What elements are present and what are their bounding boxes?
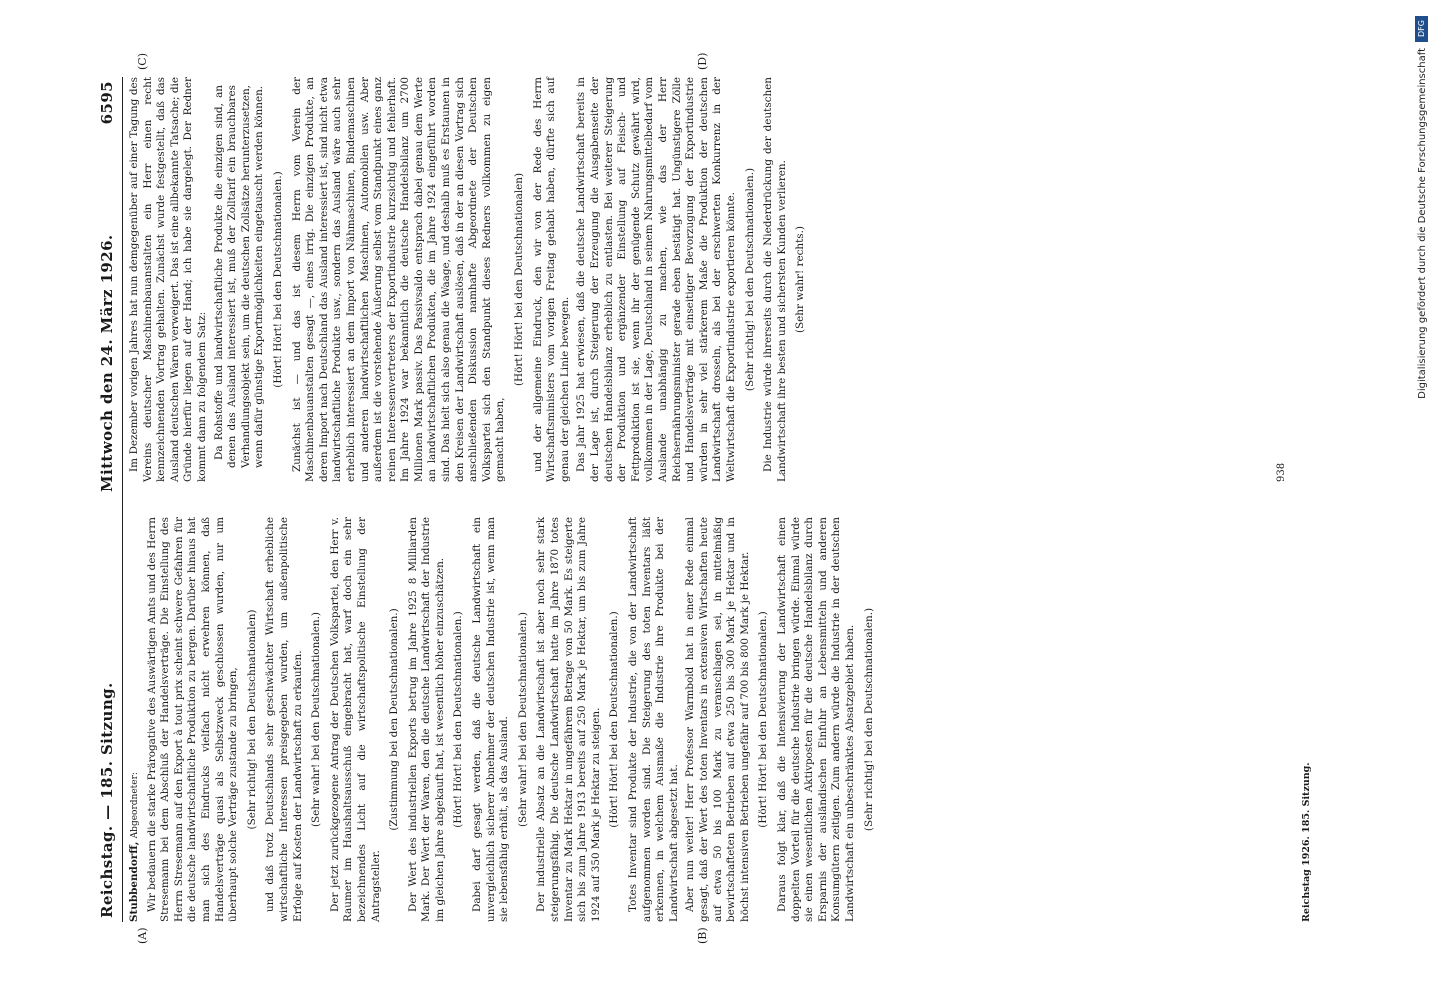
interjection: (Sehr wahr! rechts.) [794, 226, 807, 334]
interjection: (Hört! Hört! bei den Deutschnationalen.) [271, 171, 284, 388]
left-column [128, 517, 881, 922]
header-date: Mittwoch den 24. März 1926. [98, 234, 116, 492]
paragraph: und daß trotz Deutschlands sehr geschwächter Wirtschaft erhebliche wirtschaftliche Interessen preisgegeben wurden, um außenpolitische Erfolge auf Kosten der Landwirtschaft zu erkaufen. [264, 517, 304, 922]
interjection: (Sehr wahr! bei den Deutschnationalen.) [516, 612, 529, 827]
paragraph: Der jetzt zurückgezogene Antrag der Deutschen Volkspartei, den Herr v. Raumer im Haushaltsausschuß eingebracht hat, warf doch ein sehr bezeichnendes Licht auf die wirtschaftspolitische Einstellung der Antragsteller. [328, 517, 382, 922]
paragraph: Im Dezember vorigen Jahres hat nun demgegenüber auf einer Tagung des Vereins deutscher Maschinenbauanstalten ein Herr einen recht kennzeichnenden Vortrag gehalten. Zunächst wurde festgestellt, daß das Ausland deutschen Waren verweigert. Das ist eine allbekannte Tatsache; die Gründe hierfür liegen auf der Hand; ich habe sie dargelegt. Der Redner kommt dann zu folgendem Satz: [128, 77, 208, 482]
page-header [96, 77, 123, 922]
margin-marker-d: (D) [696, 52, 709, 70]
page-number: 6595 [98, 81, 116, 125]
paragraph: Zunächst ist — und das ist diesem Herrn vom Verein der Maschinenbauanstalten gesagt —, eines irrig. Die einzigen Produkte, an deren Import nach Deutschland das Ausland interessiert ist, sind nicht etwa landwirtschaftliche Produkte usw., sondern das Ausland wäre auch sehr erheblich interessiert an dem Import von Nähmaschinen, Bindemaschinen und anderen landwirtschaftlichen Maschinen, Automobilen usw. Aber außerdem ist die vorstehende Äußerung selbst vom Standpunkt eines ganz reinen Interessenvertreters der Exportindustrie kurzsichtig und fehlerhaft. Im Jahre 1924 war bekanntlich die deutsche Handelsbilanz um 2700 Millionen Mark passiv. Das Passivsaldo entsprach dabei genau dem Werte an landwirtschaftlichen Produkten, die im Jahre 1924 eingeführt worden sind. Das hielt sich also genau die Waage, und deshalb muß es Erstaunen in den Kreisen der Landwirtschaft auslösen, daß in der an diesen Vortrag sich anschließenden Diskussion namhafte Abgeordnete der Deutschen Volkspartei sich den Standpunkt dieses Redners vollkommen zu eigen gemacht haben, [290, 77, 507, 482]
interjection: (Zustimmung bei den Deutschnationalen.) [388, 608, 401, 831]
paragraph: Der Wert des industriellen Exports betrug im Jahre 1925 8 Milliarden Mark. Der Wert der Waren, den die deutsche Landwirtschaft der Industrie im gleichen Jahre abgekauft hat, ist wesentlich höher einzuschätzen. [406, 517, 446, 922]
interjection: (Sehr richtig! bei den Deutschnationalen.) [743, 167, 756, 392]
page-content [96, 52, 1326, 944]
interjection: (Hört! Hört! bei den Deutschnationalen.) [608, 611, 621, 828]
margin-marker-b: (B) [696, 927, 709, 944]
paragraph: Daraus folgt klar, daß die Intensivierung der Landwirtschaft einen doppelten Vorteil für die deutsche Industrie bringen würde. Einmal würde sie einen wesentlichen Aktivposten für die deutsche Handelsbilanz durch Ersparnis der ausländischen Einfuhr an Lebensmitteln und anderen Konsumgütern zeitigen. Zum andern würde die Industrie in der deutschen Landwirtschaft ein unbeschränktes Absatzgebiet haben. [775, 517, 856, 922]
interjection: (Sehr richtig! bei den Deutschnationalen.) [862, 607, 875, 832]
dfg-logo: DFG [1415, 16, 1428, 42]
page-footer: Reichstag 1926. 185. Sitzung. [1301, 762, 1312, 922]
footer-number: 938 [1276, 462, 1287, 482]
speaker-line [128, 517, 143, 922]
paragraph: Totes Inventar sind Produkte der Industrie, die von der Landwirtschaft aufgenommen worden sind. Die Steigerung des toten Inventars läßt erkennen, in welchem Ausmaße die Industrie ihre Produkte bei der Landwirtschaft abgesetzt hat. [627, 517, 680, 922]
paragraph: Dabei darf gesagt werden, daß die deutsche Landwirtschaft ein unvergleichlich sicherer Abnehmer der deutschen Industrie ist, wenn man sie lebensfähig erhält, als das Ausland. [471, 517, 511, 922]
speaker-role: Abgeordneter: [130, 772, 140, 839]
interjection: (Hört! Hört! bei den Deutschnationalen.) [452, 611, 465, 828]
interjection: (Sehr wahr! bei den Deutschnationalen.) [310, 612, 323, 827]
paragraph: und der allgemeine Eindruck, den wir von der Rede des Herrn Wirtschaftsministers vom vorigen Freitag gehabt haben, dürfte sich auf genau der gleichen Linie bewegen. [531, 77, 571, 482]
interjection: (Hört! Hört! bei den Deutschnationalen) [513, 172, 526, 387]
digitization-note [1414, 8, 1428, 988]
interjection: (Sehr richtig! bei den Deutschnationalen) [245, 609, 258, 830]
margin-marker-a: (A) [136, 927, 149, 944]
interjection: (Hört! Hört! bei den Deutschnationalen.) [757, 611, 770, 828]
paragraph: Aber nun weiter! Herr Professor Warmbold hat in einer Rede einmal gesagt, daß der Wert des toten Inventars in extensiven Wirtschaften heute auf etwa 50 bis 100 Mark zu veranschlagen sei, in mittelmäßig bewirtschafteten Betrieben auf etwa 250 bis 300 Mark je Hektar und in höchst intensiven Betrieben ungefähr auf 700 bis 800 Mark je Hektar. [684, 517, 751, 922]
paragraph: Der industrielle Absatz an die Landwirtschaft ist aber noch sehr stark steigerungsfähig. Die deutsche Landwirtschaft hatte im Jahre 1870 totes Inventar zu Mark Hektar in ungefährem Betrage von 50 Mark. Es steigerte sich bis zum Jahre 1913 bereits auf 250 Mark je Hektar, um bis zum Jahre 1924 auf 350 Mark je Hektar zu steigen. [535, 517, 602, 922]
funding-note: Digitalisierung gefördert durch die Deutsche Forschungsgemeinschaft [1417, 48, 1428, 399]
right-column [128, 77, 813, 482]
paragraph: Das Jahr 1925 hat erwiesen, daß die deutsche Landwirtschaft bereits in der Lage ist, durch Steigerung der Erzeugung die Ausgabenseite der deutschen Handelsbilanz erheblich zu entlasten. Bei weiterer Steigerung der Produktion und ergänzender Einstellung auf Fleisch- und Fettproduktion ist sie, wenn ihr der genügende Schutz gewährt wird, vollkommen in der Lage, Deutschland in seinem Nahrungsmittelbedarf vom Auslande unabhängig zu machen, wie das der Herr Reichsernährungsminister gerade eben bestätigt hat. Ungünstigere Zölle und Handelsverträge mit einseitiger Bevorzugung der Exportindustrie würden in sehr viel stärkerem Maße die Produktion der deutschen Landwirtschaft drosseln, als bei der erschwerten Konkurrenz in der Weltwirtschaft die Exportindustrie exportieren könnte. [575, 77, 737, 482]
paragraph: Die Industrie würde ihrerseits durch die Niederdrückung der deutschen Landwirtschaft ihre besten und sichersten Kunden verlieren. [762, 77, 788, 482]
margin-marker-c: (C) [136, 53, 149, 70]
header-session: Reichstag. — 185. Sitzung. [98, 682, 116, 918]
speaker-name: Stubbendorff, [128, 841, 140, 922]
paragraph: Wir bedauern die starke Prärogative des Auswärtigen Amts und des Herrn Stresemann bei dem Abschluß der Handelsverträge. Die Einstellung des Herrn Stresemann auf den Export à tout prix scheint schwere Gefahren für die deutsche landwirtschaftliche Produktion zu bergen. Darüber hinaus hat man sich des Eindrucks vielfach nicht erwehren können, daß Handelsverträge quasi als Selbstzweck geschlossen wurden, nur um überhaupt solche Verträge zustande zu bringen, [145, 517, 240, 922]
quotation: Da Rohstoffe und landwirtschaftliche Produkte die einzigen sind, an denen das Ausland interessiert ist, muß der Zolltarif ein brauchbares Verhandlungsobjekt sein, um die deutschen Zollsätze herunterzusetzen, wenn dafür günstige Exportmöglichkeiten eingetauscht werden können. [212, 85, 266, 468]
